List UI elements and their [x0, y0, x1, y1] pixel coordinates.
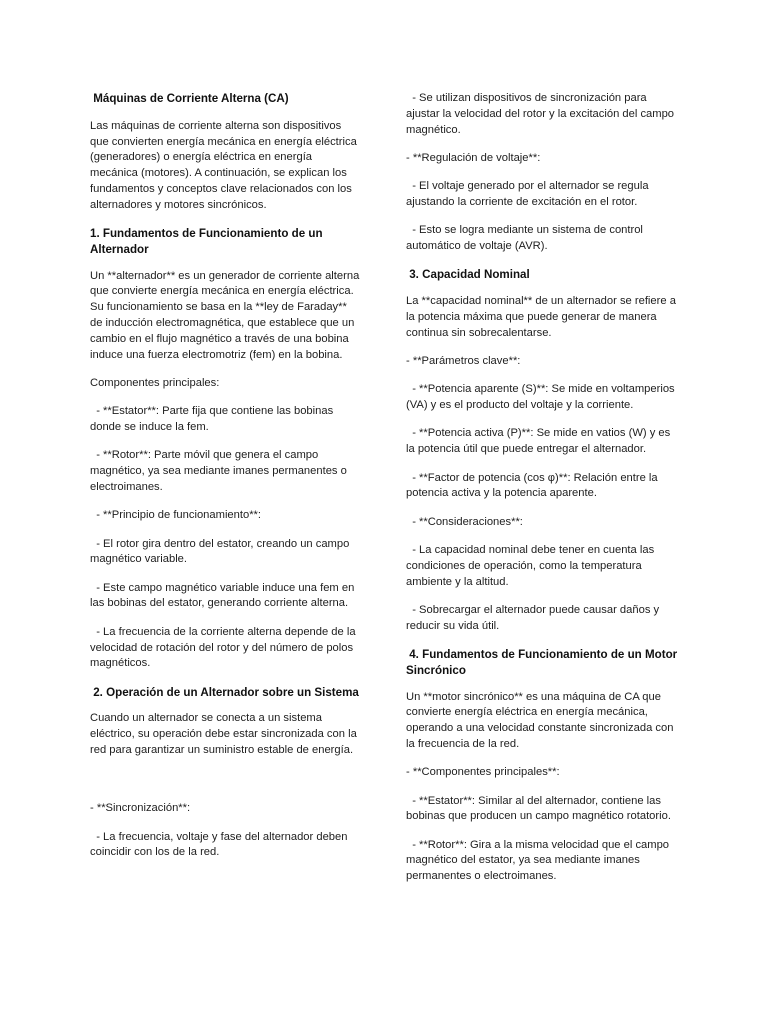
paragraph: Un **alternador** es un generador de corriente alterna que convierte energía mecánica en energía eléctrica. Su funcionamiento se basa en la **ley de Faraday** de inducción electromagnética, que establece que un cambio en el flujo magnético a través de una bobina induce una fuerza electromotriz (fem) en la bobina. [90, 269, 363, 361]
list-item: - **Estator**: Parte fija que contiene las bobinas donde se induce la fem. [90, 405, 337, 434]
list-item: - **Factor de potencia (cos φ)**: Relación entre la potencia activa y la potencia aparente. [406, 471, 661, 500]
section-heading-3: 3. Capacidad Nominal [406, 268, 530, 282]
right-column [406, 91, 681, 897]
paragraph: Componentes principales: [90, 376, 220, 389]
list-item: - Sobrecargar el alternador puede causar daños y reducir su vida útil. [406, 603, 663, 632]
left-column [90, 91, 362, 874]
list-item: - **Estator**: Similar al del alternador, contiene las bobinas que producen un campo magnético rotatorio. [406, 794, 671, 823]
intro-paragraph: Las máquinas de corriente alterna son dispositivos que convierten energía mecánica en energía eléctrica (generadores) o energía eléctrica en energía mecánica (motores). A continuación, se explican los fundamentos y conceptos clave relacionados con los alternadores y motores sincrónicos. [90, 119, 360, 211]
paragraph: Un **motor sincrónico** es una máquina de CA que convierte energía eléctrica en energía mecánica, operando a una velocidad constante sincronizada con la frecuencia de la red. [406, 690, 677, 750]
list-item: - **Regulación de voltaje**: [406, 151, 541, 164]
list-item: - **Parámetros clave**: [406, 355, 521, 368]
section-heading-2: 2. Operación de un Alternador sobre un Sistema [90, 685, 359, 699]
list-item: - Este campo magnético variable induce una fem en las bobinas del estator, generando corriente alterna. [90, 581, 358, 610]
list-item: - La frecuencia, voltaje y fase del alternador deben coincidir con los de la red. [90, 830, 351, 859]
list-item: - La frecuencia de la corriente alterna depende de la velocidad de rotación del rotor y del número de polos magnéticos. [90, 625, 359, 670]
paragraph: Cuando un alternador se conecta a un sistema eléctrico, su operación debe estar sincronizada con la red para garantizar un suministro estable de energía. [90, 712, 360, 756]
list-item: - El voltaje generado por el alternador se regula ajustando la corriente de excitación en el rotor. [406, 180, 652, 208]
list-item: - **Componentes principales**: [406, 766, 560, 779]
list-item: - **Consideraciones**: [406, 515, 523, 528]
list-item: - Se utilizan dispositivos de sincronización para ajustar la velocidad del rotor y la excitación del campo magnético. [406, 92, 678, 136]
list-item: - La capacidad nominal debe tener en cuenta las condiciones de operación, como la temperatura ambiente y la altitud. [406, 543, 658, 588]
section-heading-4: 4. Fundamentos de Funcionamiento de un Motor Sincrónico [406, 647, 681, 677]
list-item: - Esto se logra mediante un sistema de control automático de voltaje (AVR). [406, 224, 647, 253]
document-title: Máquinas de Corriente Alterna (CA) [90, 92, 289, 105]
list-item: - **Principio de funcionamiento**: [90, 509, 262, 522]
list-item: - **Potencia activa (P)**: Se mide en vatios (W) y es la potencia útil que puede entregar el alternador. [406, 427, 674, 456]
list-item: - **Potencia aparente (S)**: Se mide en voltamperios (VA) y es el producto del voltaje y la corriente. [406, 383, 678, 412]
blank-space [90, 771, 362, 801]
list-item: - **Rotor**: Parte móvil que genera el campo magnético, ya sea mediante imanes permanentes o electroimanes. [90, 449, 350, 493]
list-item: - **Rotor**: Gira a la misma velocidad que el campo magnético del estator, ya sea mediante imanes permanentes o electroimanes. [406, 838, 673, 883]
list-item: - **Sincronización**: [90, 802, 191, 815]
paragraph: La **capacidad nominal** de un alternador se refiere a la potencia máxima que puede generar de manera continua sin sobrecalentarse. [406, 295, 680, 339]
list-item: - El rotor gira dentro del estator, creando un campo magnético variable. [90, 537, 353, 566]
section-heading-1: 1. Fundamentos de Funcionamiento de un Alternador [90, 227, 326, 256]
